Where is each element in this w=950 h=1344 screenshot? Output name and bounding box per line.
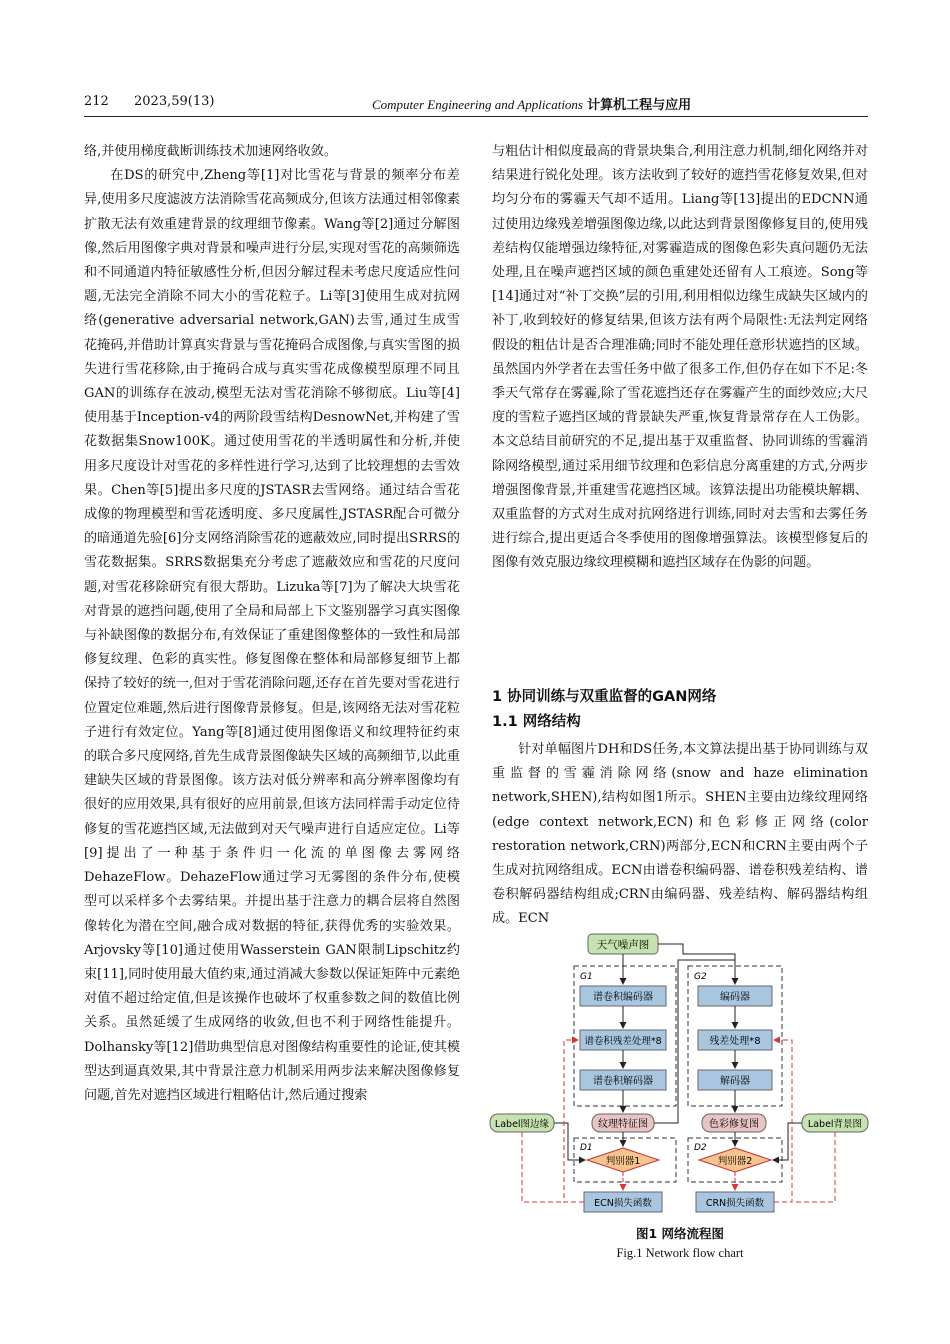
disc1-label: 判别器1 [605, 1156, 641, 1167]
subsection-heading: 1.1 网络结构 [492, 714, 581, 730]
loss1-label: ECN损失函数 [594, 1198, 652, 1209]
network-flow-figure [488, 930, 870, 1220]
res2-label: 残差处理*8 [709, 1036, 761, 1047]
res1-label: 谱卷积残差处理*8 [584, 1036, 662, 1047]
d2-label: D2 [694, 1143, 707, 1153]
disc2-label: 判别器2 [717, 1156, 753, 1167]
dec2-label: 解码器 [720, 1076, 750, 1087]
paragraph: 络,并使用梯度截断训练技术加速网络收敛。 [84, 144, 337, 159]
dec1-label: 谱卷积解码器 [593, 1076, 653, 1087]
right-column [492, 140, 868, 576]
g2-label: G2 [694, 972, 707, 982]
g1-label: G1 [580, 972, 593, 982]
d1-label: D1 [580, 1143, 593, 1153]
paragraph: 在DS的研究中,Zheng等[1]对比雪花与背景的频率分布差异,使用多尺度滤波方法消除雪花高频成分,但该方法通过相邻像素扩散无法有效重建背景的纹理细节像素。Wang等[2]通过分解图像,然后用图像字典对背景和噪声进行分层,实现对雪花的高频筛选和不同通道内特征敏感性分析,但因分解过程未考虑尺度适应性问题,无法完全消除不同大小的雪花粒子。Li等[3]使用生成对抗网络(generative adversarial network,GAN)去雪,通过生成雪花掩码,并借助计算真实背景与雪花掩码合成图像,与真实雪图的损失进行雪花移除,由于掩码合成与真实雪花成像模型原理不同且GAN的训练存在波动,模型无法对雪花消除不够彻底。Liu等[4]使用基于Inception-v4的两阶段雪结构DesnowNet,并构建了雪花数据集Snow100K。通过使用雪花的半透明属性和分析,并使用多尺度设计对雪花的多样性进行学习,达到了比较理想的去雪效果。Chen等[5]提出多尺度的JSTASR去雪网络。通过结合雪花成像的物理模型和雪花透明度、多尺度属性,JSTASR配合可微分的暗通道先验[6]分支网络消除雪花的遮蔽效应,同时提出SRRS的雪花数据集。SRRS数据集充分考虑了遮蔽效应和雪花的尺度问题,对雪花移除研究有很大帮助。Lizuka等[7]为了解决大块雪花对背景的遮挡问题,使用了全局和局部上下文鉴别器学习真实图像与补缺图像的数据分布,有效保证了重建图像整体的一致性和局部修复纹理、色彩的真实性。修复图像在整体和局部修复细节上都保持了较好的统一,但对于雪花消除问题,还存在首先要对雪花进行位置定位难题,然后进行图像背景修复。但是,该网络无法对雪花粒子进行有效定位。Yang等[8]通过使用图像语义和纹理特征约束的联合多尺度网络,首先生成背景图像缺失区域的高频细节,以此重建缺失区域的背景图像。该方法对低分辨率和高分辨率图像均有很好的应用效果,具有很好的应用前景,但该方法同样需手动定位待修复的雪花遮挡区域,无法做到对天气噪声进行自适应定位。Li等[9]提出了一种基于条件归一化流的单图像去雾网络DehazeFlow。DehazeFlow通过学习无雾图的条件分布,使模型可以采样多个去雾结果。并提出基于注意力的耦合层将自然图像转化为潜在空间,融合成对数据的特征,获得优秀的实验效果。Arjovsky等[10]通过使用Wasserstein GAN限制Lipschitz约束[11],同时使用最大值约束,通过消减大参数以保证矩阵中元素绝对值不超过给定值,但是该操作也破坏了权重参数之间的数值比例关系。虽然延缓了生成网络的收敛,但也不利于网络性能提升。Dolhansky等[12]借助典型信息对图像结构重要性的论证,使其模型达到逼真效果,其中背景注意力机制采用两步法来解决图像修复问题,首先对遮挡区域进行粗略估计,然后通过搜索 [84, 168, 460, 1103]
journal-name-zh: 计算机工程与应用 [587, 98, 692, 113]
texture-label: 纹理特征图 [598, 1119, 648, 1130]
enc2-label: 编码器 [720, 992, 750, 1003]
header-rule [84, 116, 868, 117]
label-edge-label: Label图边缘 [494, 1119, 550, 1130]
left-column [84, 140, 460, 1108]
journal-name-en: Computer Engineering and Applications [372, 97, 583, 112]
input-label: 天气噪声图 [596, 939, 650, 951]
label-bg-label: Label背景图 [807, 1119, 863, 1130]
flow-chart [488, 930, 870, 1220]
running-header [84, 92, 868, 114]
paragraph: 针对单幅图片DH和DS任务,本文算法提出基于协同训练与双重监督的雪霾消除网络(snow and haze elimination network,SHEN),结构如图1所示。SHEN主要由边缘纹理网络(edge context network,ECN)和色彩修正网络(color restoration network,CRN)两部分,ECN和CRN主要由两个子生成对抗网络组成。ECN由谱卷积编码器、谱卷积残差结构、谱卷积解码器结构组成;CRN由编码器、残差结构、解码器结构组成。ECN [492, 742, 868, 927]
issue-info: 2023,59(13) [134, 94, 215, 109]
page-number: 212 [84, 94, 109, 109]
figure-caption-en: Fig.1 Network flow chart [616, 1246, 744, 1260]
figure-caption-zh: 图1 网络流程图 [635, 1226, 725, 1241]
section-heading: 1 协同训练与双重监督的GAN网络 [492, 689, 717, 705]
paragraph: 与粗估计相似度最高的背景块集合,利用注意力机制,细化网络并对结果进行锐化处理。该方法收到了较好的遮挡雪花修复效果,但对均匀分布的雾霾天气却不适用。Liang等[13]提出的EDCNN通过使用边缘残差增强图像边缘,以此达到背景图像修复目的,使用残差结构仅能增强边缘特征,对雾霾造成的图像色彩失真问题仍无法处理,且在噪声遮挡区域的颜色重建处还留有人工痕迹。Song等[14]通过对“补丁交换”层的引用,利用相似边缘生成缺失区域内的补丁,收到较好的修复结果,但该方法有两个局限性:无法判定网络假设的粗估计是否合理准确;同时不能处理任意形状遮挡的区域。虽然国内外学者在去雪任务中做了很多工作,但仍存在如下不足:冬季天气常存在雾霾,除了雪花遮挡还存在雾霾产生的面纱效应;大尺度的雪粒子遮挡区域的背景缺失严重,恢复背景常存在人工伪影。本文总结目前研究的不足,提出基于双重监督、协同训练的雪霾消除网络模型,通过采用细节纹理和色彩信息分离重建的方式,分两步增强图像背景,并重建雪花遮挡区域。该算法提出功能模块解耦、双重监督的方式对生成对抗网络进行训练,同时对去雪和去雾任务进行综合,提出更适合冬季使用的图像增强算法。该模型修复后的图像有效克服边缘纹理模糊和遮挡区域存在伪影的问题。 [492, 144, 868, 571]
color-label: 色彩修复图 [709, 1119, 759, 1130]
loss2-label: CRN损失函数 [705, 1198, 765, 1209]
journal-name [372, 94, 691, 113]
enc1-label: 谱卷积编码器 [593, 992, 653, 1003]
